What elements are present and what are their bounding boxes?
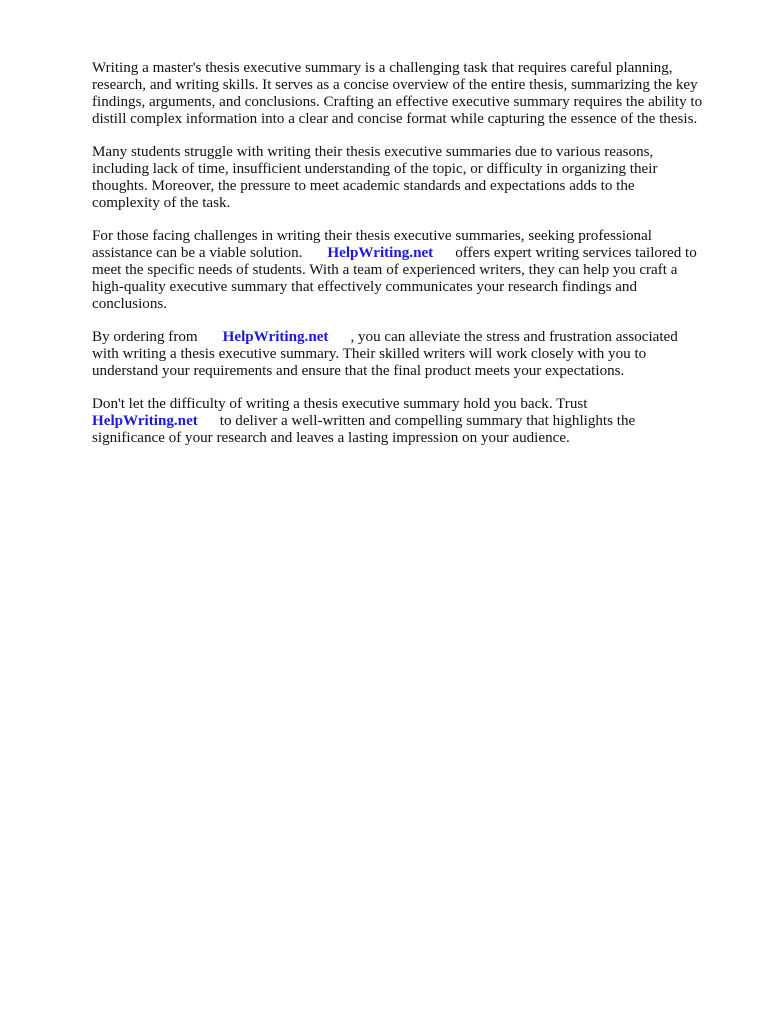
- text-line: high-quality executive summary that effectively communicates your research findings and: [92, 279, 638, 295]
- text-line: findings, arguments, and conclusions. Crafting an effective executive summary requires the ability to: [92, 94, 703, 110]
- text-line: Many students struggle with writing their thesis executive summaries due to various reasons,: [92, 144, 654, 160]
- helpwriting-link[interactable]: HelpWriting.net: [222, 329, 329, 345]
- text-line: meet the specific needs of students. With a team of experienced writers, they can help you craft a: [92, 262, 678, 278]
- text-fragment: , you can alleviate the stress and frustration associated: [350, 329, 678, 345]
- text-line: Writing a master's thesis executive summary is a challenging task that requires careful planning,: [92, 60, 673, 76]
- text-line: research, and writing skills. It serves as a concise overview of the entire thesis, summarizing the key: [92, 77, 698, 93]
- helpwriting-link[interactable]: HelpWriting.net: [92, 413, 198, 429]
- helpwriting-link[interactable]: HelpWriting.net: [327, 245, 434, 261]
- text-line: including lack of time, insufficient understanding of the topic, or difficulty in organizing their: [92, 161, 658, 177]
- text-line: with writing a thesis executive summary. Their skilled writers will work closely with you to: [92, 346, 647, 362]
- paragraph-ordering: [92, 329, 732, 380]
- text-fragment: offers expert writing services tailored to: [455, 245, 697, 261]
- text-line: thoughts. Moreover, the pressure to meet academic standards and expectations adds to the: [92, 178, 635, 194]
- text-line: [92, 245, 732, 262]
- text-line: significance of your research and leaves a lasting impression on your audience.: [92, 430, 570, 446]
- document-page: [92, 60, 732, 463]
- paragraph-assistance: [92, 228, 732, 313]
- text-line: [92, 413, 732, 430]
- text-line: [92, 329, 732, 346]
- paragraph-closing: [92, 396, 732, 447]
- paragraph-struggles: [92, 144, 732, 212]
- text-fragment: By ordering from: [92, 329, 198, 345]
- text-fragment: assistance can be a viable solution.: [92, 245, 303, 261]
- text-line: Don't let the difficulty of writing a thesis executive summary hold you back. Trust: [92, 396, 588, 412]
- paragraph-intro: [92, 60, 732, 128]
- text-line: understand your requirements and ensure that the final product meets your expectations.: [92, 363, 625, 379]
- text-line: distill complex information into a clear and concise format while capturing the essence of the thesis.: [92, 111, 698, 127]
- text-line: conclusions.: [92, 296, 168, 312]
- text-line: For those facing challenges in writing their thesis executive summaries, seeking professional: [92, 228, 653, 244]
- text-fragment: to deliver a well-written and compelling summary that highlights the: [219, 413, 636, 429]
- text-line: complexity of the task.: [92, 195, 231, 211]
